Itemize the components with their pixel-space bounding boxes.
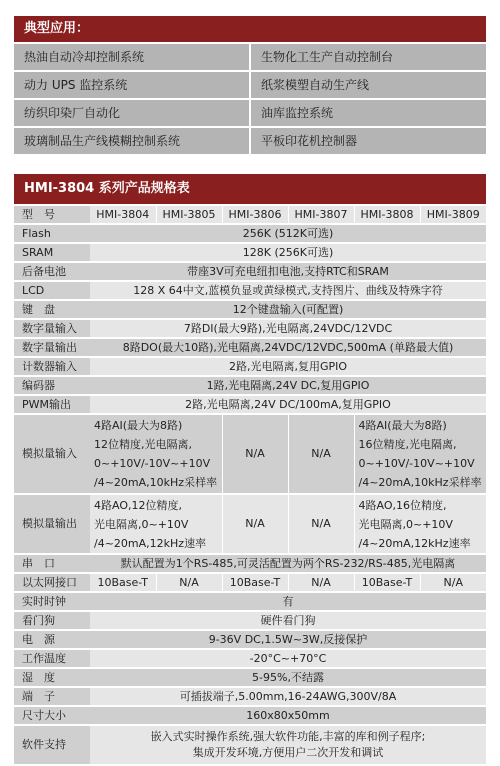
spec-value: 10Base-T [90,573,156,592]
spec-value: 硬件看门狗 [90,611,486,630]
spec-row [14,395,486,414]
spec-label: SRAM [14,243,90,262]
spec-value: N/A [420,573,486,592]
spec-value: N/A [288,414,354,494]
spec-row [14,376,486,395]
spec-value: 256K (512K可选) [90,224,486,243]
application-item: 油库监控系统 [251,100,486,126]
spec-label: 以太网接口 [14,573,90,592]
spec-label: 工作温度 [14,649,90,668]
spec-value-line: 4路AI(最大为8路) [358,419,447,432]
spec-value-line: 16位精度,光电隔离, [358,438,457,451]
spec-row [14,668,486,687]
spec-label: 尺寸大小 [14,706,90,725]
spec-value: N/A [288,494,354,554]
spec-row-analog-input [14,414,486,494]
spec-row [14,300,486,319]
spec-label: 模拟量输出 [14,494,90,554]
applications-grid [14,44,486,156]
application-item: 动力 UPS 监控系统 [14,72,249,98]
spec-label: Flash [14,224,90,243]
spec-row [14,649,486,668]
spec-value: 10Base-T [222,573,288,592]
spec-value: 5-95%,不结露 [90,668,486,687]
model-name: HMI-3804 [90,206,156,224]
model-name: HMI-3809 [420,206,486,224]
application-row [14,72,486,98]
spec-value: 2路,光电隔离,24V DC/100mA,复用GPIO [90,395,486,414]
spec-value-line: 光电隔离,0~+10V [358,517,453,531]
spec-value: 7路DI(最大9路),光电隔离,24VDC/12VDC [90,319,486,338]
spec-table-heading: HMI-3804 系列产品规格表 [14,174,486,204]
application-item: 平板印花机控制器 [251,128,486,154]
spec-label: 串 口 [14,554,90,573]
spec-row [14,630,486,649]
spec-label: 计数器输入 [14,357,90,376]
spec-value: 默认配置为1个RS-485,可灵活配置为两个RS-232/RS-485,光电隔离 [90,554,486,573]
spec-value-multiline [354,494,486,554]
spec-row [14,706,486,725]
spec-table [14,206,486,766]
spec-value: -20°C~+70°C [90,649,486,668]
model-name: HMI-3807 [288,206,354,224]
spec-value: N/A [222,494,288,554]
spec-value-multiline [90,725,486,765]
application-item: 纺织印染厂自动化 [14,100,249,126]
spec-value: 可插拔端子,5.00mm,16-24AWG,300V/8A [90,687,486,706]
spec-row [14,224,486,243]
spec-value-line: 集成开发环境,方便用户二次开发和调试 [192,746,384,759]
application-item: 玻璃制品生产线模糊控制系统 [14,128,249,154]
spec-row [14,338,486,357]
spec-row [14,281,486,300]
spec-label: 模拟量输入 [14,414,90,494]
spec-row [14,687,486,706]
spec-row [14,243,486,262]
spec-value: 128 X 64中文,蓝模负显或黄绿模式,支持图片、曲线及特殊字符 [90,281,486,300]
spec-label: 数字量输入 [14,319,90,338]
applications-heading: 典型应用： [14,16,486,42]
spec-label: 数字量输出 [14,338,90,357]
spec-header-row [14,206,486,224]
spec-row [14,262,486,281]
spec-row-serial [14,554,486,573]
spec-row-software [14,725,486,765]
application-row [14,44,486,70]
spec-value: 2路,光电隔离,复用GPIO [90,357,486,376]
spec-label: 型 号 [14,206,90,224]
spec-value: 128K (256K可选) [90,243,486,262]
spec-value: N/A [222,414,288,494]
spec-value: 160x80x50mm [90,706,486,725]
spec-label: 看门狗 [14,611,90,630]
model-name: HMI-3808 [354,206,420,224]
spec-value-line: /4~20mA,10kHz采样率 [94,476,218,489]
spec-value: N/A [156,573,222,592]
spec-label: 编码器 [14,376,90,395]
spec-label: LCD [14,281,90,300]
application-row [14,128,486,154]
application-item: 生物化工生产自动控制台 [251,44,486,70]
spec-label: 键 盘 [14,300,90,319]
spec-label: 电 源 [14,630,90,649]
spec-value-line: 4路AI(最大为8路) [94,419,183,432]
spec-value-line: 0~+10V/-10V~+10V [358,457,475,470]
application-item: 纸浆模塑自动生产线 [251,72,486,98]
spec-value-multiline [90,414,222,494]
spec-label: 后备电池 [14,262,90,281]
spec-label: 实时时钟 [14,592,90,611]
spec-value-line: 嵌入式实时操作系统,强大软件功能,丰富的库和例子程序; [150,730,426,743]
spec-row [14,357,486,376]
spec-row-analog-output [14,494,486,554]
spec-label: 软件支持 [14,725,90,765]
spec-row-ethernet [14,573,486,592]
application-item: 热油自动冷却控制系统 [14,44,249,70]
spec-label: PWM输出 [14,395,90,414]
spec-value-multiline [90,494,222,554]
spec-value-line: 12位精度,光电隔离, [94,438,192,451]
spec-label: 端 子 [14,687,90,706]
spec-value-line: 0~+10V/-10V~+10V [94,457,211,470]
spec-value: N/A [288,573,354,592]
spec-value-line: /4~20mA,10kHz采样率 [358,476,482,489]
spec-row [14,611,486,630]
spec-value: 带座3V可充电纽扣电池,支持RTC和SRAM [90,262,486,281]
model-name: HMI-3806 [222,206,288,224]
spec-value-line: /4~20mA,12kHz速率 [94,536,207,550]
spec-value: 8路DO(最大10路),光电隔离,24VDC/12VDC,500mA (单路最大值) [90,338,486,357]
spec-value-line: 4路AO,16位精度, [358,498,447,512]
spec-value: 12个键盘输入(可配置) [90,300,486,319]
spec-row [14,592,486,611]
application-row [14,100,486,126]
spec-value-multiline [354,414,486,494]
spec-value-line: /4~20mA,12kHz速率 [358,536,471,550]
spec-row [14,319,486,338]
model-name: HMI-3805 [156,206,222,224]
spec-value: 1路,光电隔离,24V DC,复用GPIO [90,376,486,395]
spec-value-line: 光电隔离,0~+10V [94,517,189,531]
spec-value: 有 [90,592,486,611]
spec-value: 10Base-T [354,573,420,592]
spec-value: 9-36V DC,1.5W~3W,反接保护 [90,630,486,649]
spec-value-line: 4路AO,12位精度, [94,498,182,512]
spec-label: 湿 度 [14,668,90,687]
